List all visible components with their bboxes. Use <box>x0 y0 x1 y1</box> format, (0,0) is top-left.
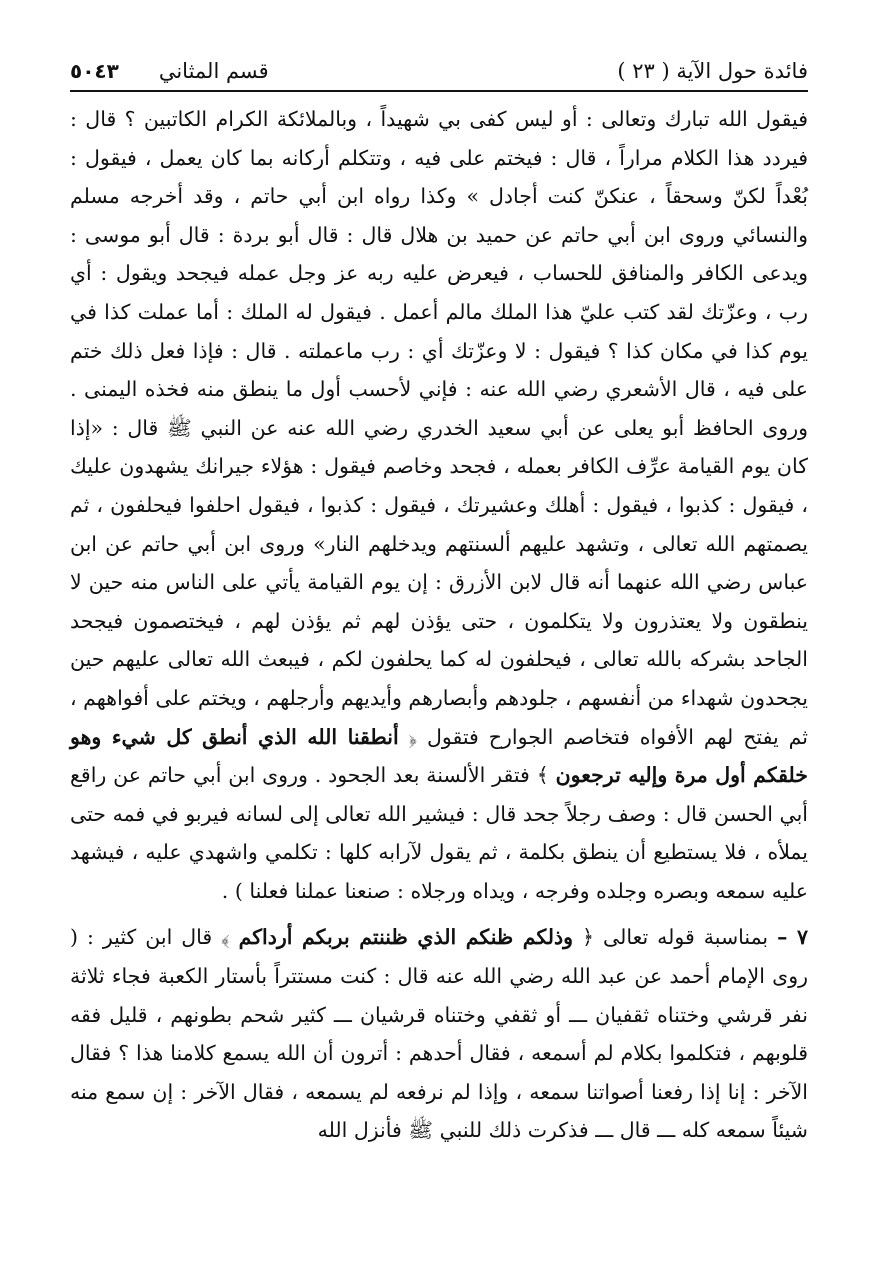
verse-open-bracket: ﴿ <box>582 925 595 950</box>
paragraph-2-text-b: قال ابن كثير : ( روى الإمام أحمد عن عبد الله رضي الله عنه قال : كنت مستتراً بأستار الكعبة فجاء ثلاثة نفر قرشي وختناه ثقفيان ـــ أو ثقفي وختناه قرشيان ـــ كثير شحم بطونهم ، قليل فقه قلوبهم ، فتكلموا بكلام لم أسمعه ، فقال أحدهم : أترون أن الله يسمع كلامنا هذا ؟ فقال الآخر : إنا إذا رفعنا أصواتنا سمعه ، وإذا لم نرفعه لم يسمعه ، فقال الآخر : إن سمع منه شيئاً سمعه كله ـــ قال ـــ فذكرت ذلك للنبي ﷺ فأنزل الله <box>70 925 808 1143</box>
running-header <box>70 56 808 92</box>
paragraph-1-text-b: فتقر الألسنة بعد الجحود . وروى ابن أبي حاتم عن راقع أبي الحسن قال : وصف رجلاً جحد قال : فيشير الله تعالى إلى لسانه فيربو في فمه حتى يملأه ، فلا يستطيع أن ينطق بكلمة ، ثم يقول لآرابه كلها : تكلمي واشهدي عليه ، فيشهد عليه سمعه وبصره وجلده وفرجه ، ويداه ورجلاه : صنعنا عملنا فعلنا ) . <box>70 763 808 903</box>
verse-close-bracket: ﴾ <box>536 763 549 788</box>
paragraph-1-text-a: فيقول الله تبارك وتعالى : أو ليس كفى بي شهيداً ، وبالملائكة الكرام الكاتبين ؟ قال : فيردد هذا الكلام مراراً ، قال : فيختم على فيه ، وتتكلم أركانه بما كان يعمل ، فيقول : بُعْداً لكنّ وسحقاً ، عنكنّ كنت أجادل » وكذا رواه ابن أبي حاتم ، وقد أخرجه مسلم والنسائي وروى ابن أبي حاتم عن حميد بن هلال قال : قال أبو بردة : قال أبو موسى : ويدعى الكافر والمنافق للحساب ، فيعرض عليه ربه عز وجل عمله فيجحد ويقول : أي رب ، وعزّتك لقد كتب عليّ هذا الملك مالم أعمل . فيقول له الملك : أما عملت كذا في يوم كذا في مكان كذا ؟ فيقول : لا وعزّتك أي : رب ماعملته . قال : فإذا فعل ذلك ختم على فيه ، قال الأشعري رضي الله عنه : فإني لأحسب أول ما ينطق منه فخذه اليمنى . وروى الحافظ أبو يعلى عن أبي سعيد الخدري رضي الله عنه عن النبي ﷺ قال : «إذا كان يوم القيامة عرِّف الكافر بعمله ، فجحد وخاصم فيقول : هؤلاء جيرانك يشهدون عليك ، فيقول : كذبوا ، فيقول : أهلك وعشيرتك ، فيقول : كذبوا ، فيقول احلفوا فيحلفون ، ثم يصمتهم الله تعالى ، وتشهد عليهم ألسنتهم ويدخلهم النار» وروى ابن أبي حاتم عن ابن عباس رضي الله عنهما أنه قال لابن الأزرق : إن يوم القيامة يأتي على الناس منه حين لا ينطقون ولا يعتذرون ولا يتكلمون ، حتى يؤذن لهم ثم يؤذن لهم ، فيختصمون فيجحد الجاحد بشركه بالله تعالى ، فيحلفون له كما يحلفون لكم ، فيبعث الله تعالى عليهم حين يجحدون شهداء من أنفسهم ، جلودهم وأبصارهم وأيديهم وأرجلهم ، ويختم على أفواههم ، ثم يفتح لهم الأفواه فتخاصم الجوارح فتقول <box>70 107 808 749</box>
paragraph-1 <box>70 100 808 910</box>
quran-verse-2: وذلكم ظنكم الذي ظننتم بربكم أرداكم <box>238 925 574 950</box>
header-left-group <box>70 56 269 86</box>
verse-close-bracket: ﴾ <box>221 925 230 950</box>
paragraph-2 <box>70 918 808 1150</box>
verse-open-bracket: ﴿ <box>408 724 418 749</box>
quran-verse-1: أنطقنا الله الذي أنطق كل شيء وهو خلقكم أول مرة وإليه ترجعون <box>70 724 808 788</box>
paragraph-2-text-a: بمناسبة قوله تعالى <box>603 925 769 950</box>
body-text <box>70 100 808 1150</box>
paragraph-2-number: ٧ – <box>777 925 808 950</box>
page-number: ٥٠٤٣ <box>70 59 119 83</box>
header-title: فائدة حول الآية ( ٢٣ ) <box>617 59 808 83</box>
document-page <box>70 56 808 1246</box>
header-section: قسم المثاني <box>158 59 269 83</box>
